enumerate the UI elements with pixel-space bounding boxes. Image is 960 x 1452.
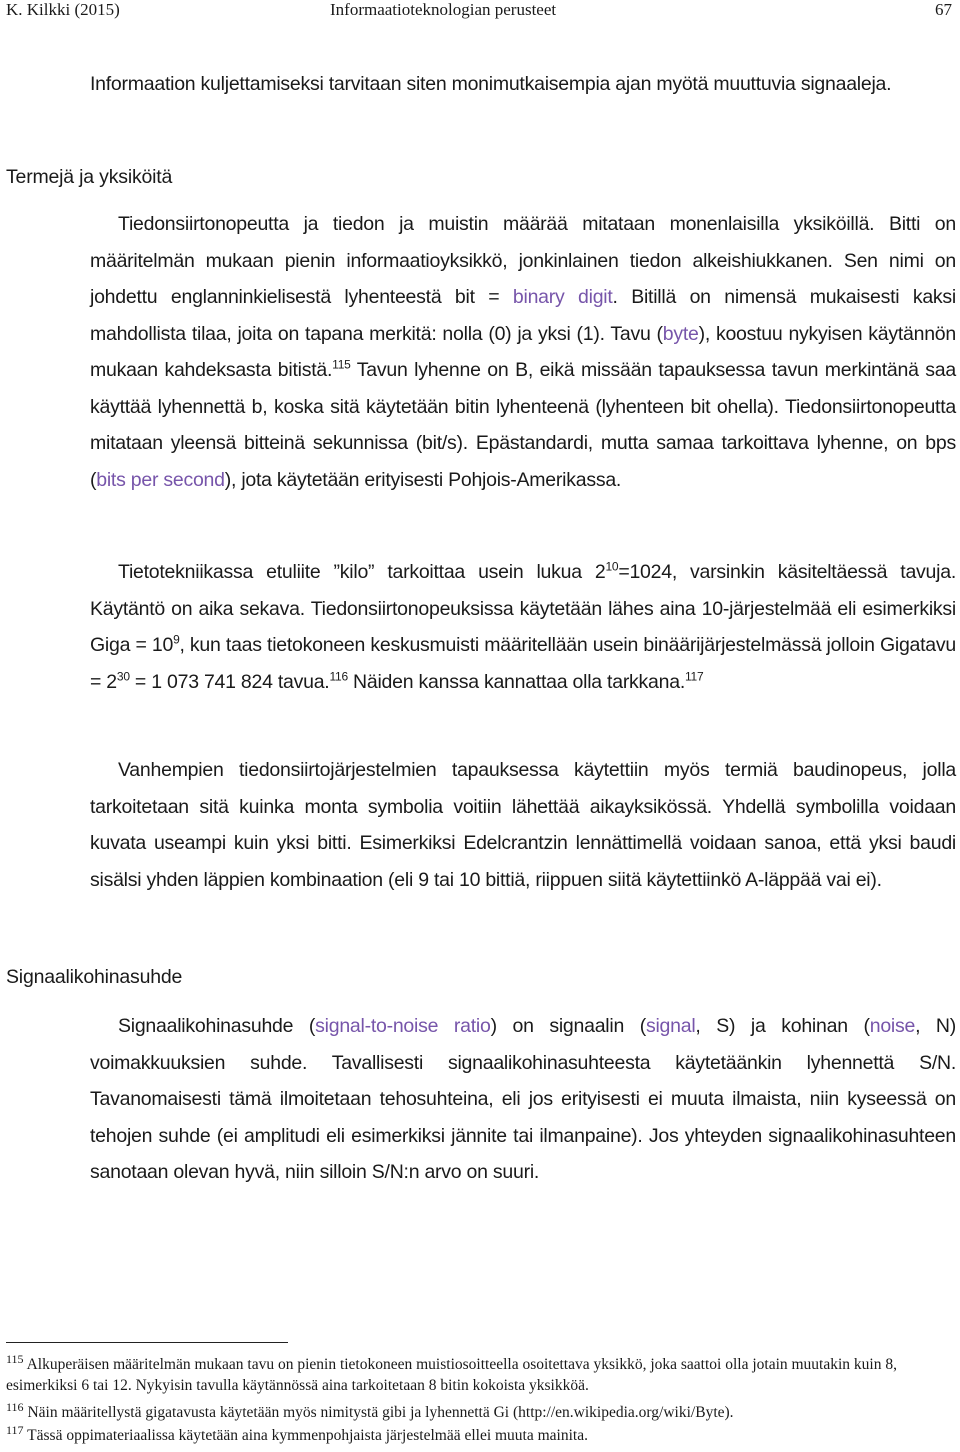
footnote-text: Näin määritellystä gigatavusta käytetään myös nimitystä gibi ja lyhennettä Gi (http://en.wikipedia.org/wiki/Byte). [27,1404,734,1421]
term-bits-per-second: bits per second [96,468,225,491]
header-book-title: Informaatioteknologian perusteet [330,0,557,19]
footnote-ref-115: 115 [332,357,351,372]
header-author: K. Kilkki (2015) [6,0,120,19]
footnote-number: 116 [6,1399,24,1414]
intro-text: Informaation kuljettamiseksi tarvitaan siten monimutkaisempia ajan myötä muuttuvia signaaleja. [90,73,892,95]
footnote-115 [6,1351,956,1396]
term-signal: signal [645,1015,696,1037]
text-run: Signaalikohinasuhde ( [118,1015,316,1037]
snr-paragraph [90,1008,956,1191]
terms-paragraph-2 [90,554,956,700]
text-run: . Bitillä on nimensä mukaisesti kaksi mahdollista tilaa, joita on tapana merkitä: nolla (0) ja yksi (1). Tavu ( [90,286,956,345]
text-run: ), jota käytetään erityisesti Pohjois-Amerikassa. [224,468,622,491]
footnote-117 [6,1422,956,1446]
term-byte: byte [662,322,699,345]
terms-paragraph-3 [90,752,956,898]
text-run: Tavun lyhenne on B, eikä missään tapauksessa tavun merkintänä saa käyttää lyhennettä b, koska sitä käytetään bitin lyhenteenä (lyhenteen bit ohella). Tiedonsiirtonopeutta mitataan yleensä bitteinä sekunnissa (bit/s). Epästandardi, mutta samaa tarkoittava lyhenne, on bps ( [90,359,956,491]
footnote-ref-117: 117 [685,669,704,683]
term-binary-digit: binary digit [512,286,613,308]
text-run: , N) voimakkuuksien suhde. Tavallisesti signaalikohinasuhteesta käytetäänkin lyhennettä S/N. Tavanomaisesti tämä ilmoitetaan tehosuhteina, eli jos erityisesti ei muuta ilmaista, niin kyseessä on tehojen suhde (ei amplitudi eli esimerkiksi jännite tai ilmanpaine). Jos yhteyden signaalikohinasuhteen sanotaan olevan hyvä, niin silloin S/N:n arvo on suuri. [90,1015,957,1183]
text-run: Näiden kanssa kannattaa olla tarkkana. [347,670,686,693]
footnote-ref-116: 116 [329,669,348,683]
page-number: 67 [935,0,952,19]
text-run: , S) ja kohinan ( [695,1015,870,1037]
footnote-number: 115 [6,1351,24,1366]
footnote-text: Tässä oppimateriaalissa käytetään aina kymmenpohjaista järjestelmää ellei muuta mainita. [27,1427,588,1444]
section-heading-snr: Signaalikohinasuhde [6,966,183,988]
terms-paragraph-1 [90,206,956,498]
exponent: 30 [116,669,130,683]
text-run: Tietotekniikassa etuliite ”kilo” tarkoittaa usein lukua 2 [118,561,606,583]
footnote-number: 117 [6,1422,24,1437]
footnote-text: Alkuperäisen määritelmän mukaan tavu on pienin tietokoneen muistiosoitteella osoitettava yksikkö, joka saattoi olla jotain muutakin kuin 8, esimerkiksi 6 tai 12. Nykyisin tavulla käytännössä aina tarkoitetaan 8 bitin kokoista yksikköä. [6,1356,897,1394]
text-run: = 1 073 741 824 tavua. [129,670,330,693]
exponent: 9 [173,632,180,647]
text-run: Vanhempien tiedonsiirtojärjestelmien tapauksessa käytettiin myös termiä baudinopeus, jolla tarkoitetaan sitä kuinka monta symbolia voitiin lähettää aikayksikössä. Yhdellä symbolilla voidaan kuvata useampi kuin yksi bitti. Esimerkiksi Edelcrantzin lennättimellä voidaan sanoa, että yksi baudi sisälsi yhden läppien kombinaation (eli 9 tai 10 bittiä, riippuen siitä käytettiinkö A-läppää vai ei). [90,759,956,891]
intro-paragraph [90,66,956,103]
term-noise: noise [869,1015,916,1037]
section-heading-terms: Termejä ja yksiköitä [6,166,173,188]
footnote-divider [6,1342,288,1343]
text-run: =1024, varsinkin käsiteltäessä tavuja. Käytäntö on aika sekava. Tiedonsiirtonopeuksissa käytetään lähes aina 10-järjestelmää eli esimerkiksi Giga = 10 [90,561,956,656]
exponent: 10 [605,559,619,574]
text-run: Tiedonsiirtonopeutta ja tiedon ja muistin määrää mitataan monenlaisilla yksiköillä. Bitti on määritelmän mukaan pienin informaatioyksikkö, jonkinlainen tiedon alkeishiukkanen. Sen nimi on johdettu englanninkielisestä lyhenteestä bit = [90,213,956,308]
text-run: , kun taas tietokoneen keskusmuisti määritellään usein binäärijärjestelmässä jolloin Gigatavu = 2 [90,634,956,693]
page-header [0,0,960,24]
footnote-116 [6,1399,956,1423]
text-run: ) on signaalin ( [490,1015,646,1037]
term-signal-to-noise-ratio: signal-to-noise ratio [315,1015,491,1037]
text-run: ), koostuu nykyisen käytännön mukaan kahdeksasta bitistä. [90,322,956,381]
